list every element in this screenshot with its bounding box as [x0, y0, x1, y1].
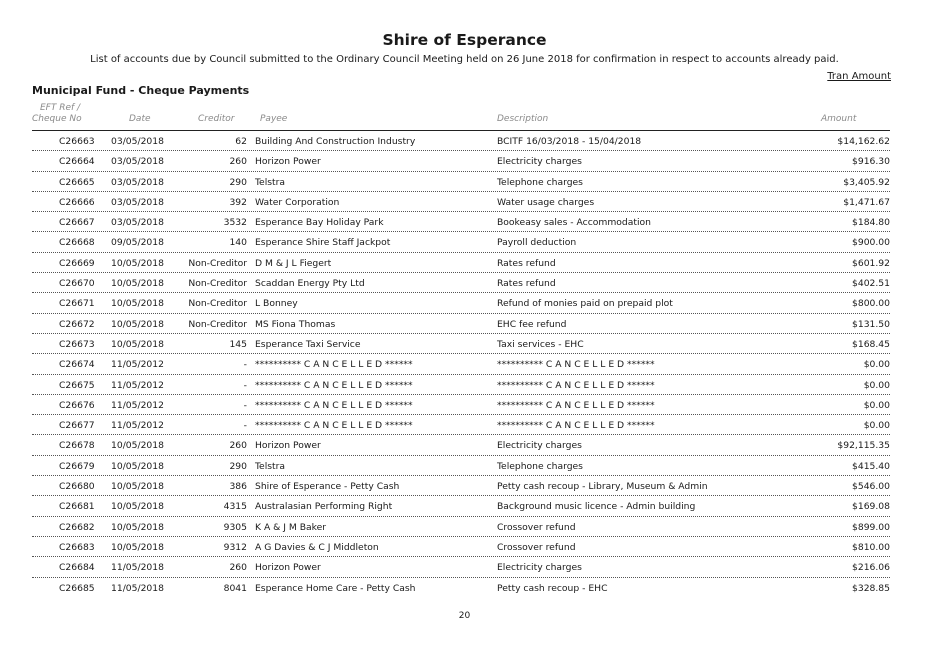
table-row	[32, 395, 890, 415]
payment-amount: $916.30	[852, 156, 890, 168]
cheque-number: C26681	[59, 501, 95, 513]
payment-amount: $169.08	[852, 501, 890, 513]
column-header-date: Date	[129, 114, 151, 124]
payee-name: K A & J M Baker	[255, 521, 327, 533]
table-row	[32, 517, 890, 537]
payment-description: Rates refund	[497, 257, 556, 269]
payment-date: 11/05/2012	[111, 399, 164, 411]
payment-date: 10/05/2018	[111, 338, 164, 350]
payment-description: Crossover refund	[497, 521, 576, 533]
payment-amount: $216.06	[852, 562, 890, 574]
payment-amount: $800.00	[852, 298, 890, 310]
creditor-id: 9312	[223, 541, 247, 553]
table-row	[32, 212, 890, 232]
payment-date: 10/05/2018	[111, 481, 164, 493]
payment-amount: $184.80	[852, 217, 890, 229]
payment-amount: $131.50	[852, 318, 890, 330]
payment-description: Telephone charges	[497, 460, 583, 472]
payment-description: EHC fee refund	[497, 318, 567, 330]
payment-date: 03/05/2018	[111, 217, 164, 229]
creditor-id: 140	[229, 237, 247, 249]
column-header-cheque-no: Cheque No	[32, 114, 82, 124]
payment-description: BCITF 16/03/2018 - 15/04/2018	[497, 136, 642, 147]
table-row	[32, 415, 890, 435]
creditor-id: Non-Creditor	[188, 318, 247, 330]
payment-amount: $328.85	[852, 582, 890, 594]
payee-name: A G Davies & C J Middleton	[255, 541, 379, 553]
cheque-number: C26668	[59, 237, 95, 249]
creditor-id: 145	[229, 338, 247, 350]
payee-name: ********** C A N C E L L E D ******	[255, 379, 413, 391]
payment-description: ********** C A N C E L L E D ******	[497, 379, 655, 391]
cheque-number: C26676	[59, 399, 95, 411]
table-row	[32, 456, 890, 476]
creditor-id: 260	[229, 156, 247, 168]
payment-description: Water usage charges	[497, 196, 595, 208]
creditor-id: Non-Creditor	[188, 298, 247, 310]
cheque-number: C26672	[59, 318, 95, 330]
payment-date: 10/05/2018	[111, 440, 164, 452]
payee-name: Esperance Shire Staff Jackpot	[255, 237, 391, 249]
payment-date: 03/05/2018	[111, 176, 164, 188]
payment-amount: $14,162.62	[837, 136, 890, 147]
creditor-id: 260	[229, 562, 247, 574]
payee-name: Esperance Home Care - Petty Cash	[255, 582, 416, 594]
cheque-number: C26674	[59, 359, 95, 371]
creditor-id: -	[243, 359, 247, 371]
payment-description: Crossover refund	[497, 541, 576, 553]
payee-name: Australasian Performing Right	[255, 501, 393, 513]
payment-description: Payroll deduction	[497, 237, 577, 249]
tran-amount-label: Tran Amount	[827, 71, 891, 82]
cheque-number: C26675	[59, 379, 95, 391]
cheque-number: C26678	[59, 440, 95, 452]
payment-amount: $3,405.92	[843, 176, 890, 188]
payment-amount: $168.45	[852, 338, 890, 350]
payment-description: Telephone charges	[497, 176, 583, 188]
creditor-id: 3532	[223, 217, 247, 229]
payment-amount: $900.00	[852, 237, 890, 249]
table-row	[32, 375, 890, 395]
payment-date: 03/05/2018	[111, 136, 164, 147]
cheque-number: C26679	[59, 460, 95, 472]
table-row	[32, 293, 890, 313]
payment-date: 11/05/2012	[111, 359, 164, 371]
creditor-id: 392	[229, 196, 247, 208]
table-row	[32, 273, 890, 293]
cheque-number: C26677	[59, 420, 95, 432]
payment-amount: $402.51	[852, 278, 890, 290]
payment-amount: $0.00	[863, 379, 890, 391]
payee-name: ********** C A N C E L L E D ******	[255, 420, 413, 432]
payee-name: ********** C A N C E L L E D ******	[255, 359, 413, 371]
payment-description: Electricity charges	[497, 562, 582, 574]
cheque-number: C26673	[59, 338, 95, 350]
payment-date: 10/05/2018	[111, 257, 164, 269]
table-row	[32, 131, 890, 151]
table-row	[32, 354, 890, 374]
payment-date: 11/05/2012	[111, 420, 164, 432]
cheque-number: C26685	[59, 582, 95, 594]
creditor-id: -	[243, 420, 247, 432]
table-row	[32, 232, 890, 252]
cheque-number: C26669	[59, 257, 95, 269]
payment-date: 03/05/2018	[111, 196, 164, 208]
page-number: 20	[458, 611, 471, 621]
table-row	[32, 476, 890, 496]
payment-amount: $0.00	[863, 420, 890, 432]
payment-date: 10/05/2018	[111, 541, 164, 553]
creditor-id: Non-Creditor	[188, 278, 247, 290]
payee-name: Telstra	[255, 176, 286, 188]
payment-amount: $92,115.35	[837, 440, 890, 452]
creditor-id: 62	[235, 136, 247, 147]
payee-name: Esperance Taxi Service	[255, 338, 361, 350]
payment-description: ********** C A N C E L L E D ******	[497, 420, 655, 432]
payment-amount: $810.00	[852, 541, 890, 553]
payment-amount: $0.00	[863, 359, 890, 371]
payment-amount: $601.92	[852, 257, 890, 269]
payee-name: Horizon Power	[255, 562, 321, 574]
cheque-number: C26680	[59, 481, 95, 493]
cheque-number: C26665	[59, 176, 95, 188]
payment-date: 10/05/2018	[111, 298, 164, 310]
payment-date: 10/05/2018	[111, 501, 164, 513]
payment-description: Petty cash recoup - Library, Museum & Admin	[497, 481, 708, 493]
payee-name: Water Corporation	[255, 196, 340, 208]
payment-date: 10/05/2018	[111, 521, 164, 533]
payment-description: ********** C A N C E L L E D ******	[497, 399, 655, 411]
payee-name: Telstra	[255, 460, 286, 472]
document-title: Shire of Esperance	[382, 31, 547, 49]
payments-table	[32, 131, 890, 597]
table-row	[32, 314, 890, 334]
payment-date: 11/05/2018	[111, 582, 164, 594]
cheque-number: C26682	[59, 521, 95, 533]
table-row	[32, 578, 890, 597]
payee-name: Scaddan Energy Pty Ltd	[255, 278, 365, 290]
table-row	[32, 334, 890, 354]
creditor-id: 260	[229, 440, 247, 452]
creditor-id: 386	[229, 481, 247, 493]
cheque-number: C26683	[59, 541, 95, 553]
table-row	[32, 253, 890, 273]
cheque-number: C26664	[59, 156, 95, 168]
creditor-id: -	[243, 399, 247, 411]
cheque-number: C26666	[59, 196, 95, 208]
column-header-eft-ref: EFT Ref /	[40, 103, 81, 113]
payment-date: 11/05/2018	[111, 562, 164, 574]
payment-description: Rates refund	[497, 278, 556, 290]
creditor-id: -	[243, 379, 247, 391]
document-subtitle: List of accounts due by Council submitted to the Ordinary Council Meeting held on 26 June 2018 for confirmation in respect to accounts already paid.	[90, 54, 839, 65]
table-row	[32, 496, 890, 516]
cheque-number: C26663	[59, 136, 95, 147]
creditor-id: 290	[229, 460, 247, 472]
payment-amount: $1,471.67	[843, 196, 890, 208]
cheque-number: C26684	[59, 562, 95, 574]
payment-description: Taxi services - EHC	[497, 338, 584, 350]
column-header-creditor: Creditor	[198, 114, 235, 124]
payee-name: D M & J L Fiegert	[255, 257, 332, 269]
creditor-id: 290	[229, 176, 247, 188]
table-row	[32, 435, 890, 455]
payee-name: Horizon Power	[255, 440, 321, 452]
table-row	[32, 557, 890, 577]
payment-amount: $0.00	[863, 399, 890, 411]
table-row	[32, 151, 890, 171]
payee-name: Horizon Power	[255, 156, 321, 168]
payment-description: Petty cash recoup - EHC	[497, 582, 608, 594]
table-row	[32, 537, 890, 557]
payment-description: Background music licence - Admin building	[497, 501, 696, 513]
creditor-id: 4315	[223, 501, 247, 513]
payee-name: MS Fiona Thomas	[255, 318, 336, 330]
payee-name: Shire of Esperance - Petty Cash	[255, 481, 400, 493]
payment-date: 10/05/2018	[111, 278, 164, 290]
column-header-description: Description	[497, 114, 549, 124]
table-row	[32, 172, 890, 192]
creditor-id: Non-Creditor	[188, 257, 247, 269]
cheque-number: C26671	[59, 298, 95, 310]
payment-date: 09/05/2018	[111, 237, 164, 249]
payment-date: 11/05/2012	[111, 379, 164, 391]
payment-description: Bookeasy sales - Accommodation	[497, 217, 651, 229]
payment-amount: $546.00	[852, 481, 890, 493]
payment-date: 10/05/2018	[111, 318, 164, 330]
table-row	[32, 192, 890, 212]
creditor-id: 9305	[223, 521, 247, 533]
payment-amount: $899.00	[852, 521, 890, 533]
payment-date: 03/05/2018	[111, 156, 164, 168]
payee-name: Building And Construction Industry	[255, 136, 416, 147]
section-heading: Municipal Fund - Cheque Payments	[32, 84, 250, 97]
payment-amount: $415.40	[852, 460, 890, 472]
payee-name: ********** C A N C E L L E D ******	[255, 399, 413, 411]
payment-description: Electricity charges	[497, 156, 582, 168]
payment-description: Electricity charges	[497, 440, 582, 452]
column-header-payee: Payee	[260, 114, 288, 124]
cheque-number: C26667	[59, 217, 95, 229]
payment-description: ********** C A N C E L L E D ******	[497, 359, 655, 371]
payee-name: L Bonney	[255, 298, 298, 310]
cheque-number: C26670	[59, 278, 95, 290]
payee-name: Esperance Bay Holiday Park	[255, 217, 384, 229]
column-header-amount: Amount	[821, 114, 857, 124]
payment-description: Refund of monies paid on prepaid plot	[497, 298, 673, 310]
payment-date: 10/05/2018	[111, 460, 164, 472]
creditor-id: 8041	[223, 582, 247, 594]
